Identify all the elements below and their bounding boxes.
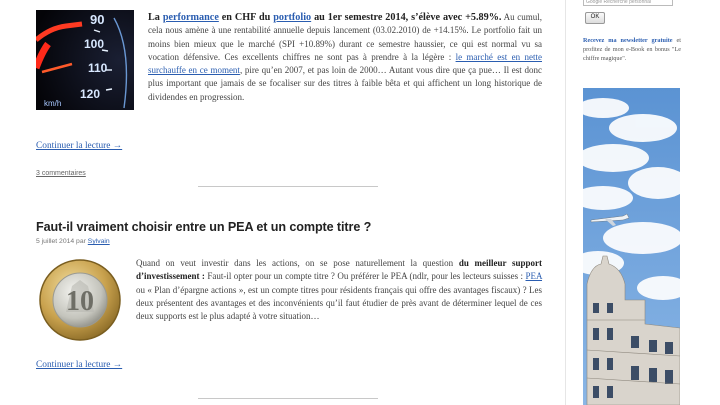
- search-input[interactable]: Google Recherche personnal: [583, 0, 673, 6]
- sidebar-ad-banner[interactable]: [583, 88, 680, 405]
- continue-reading-link[interactable]: Continuer la lecture →: [36, 360, 123, 370]
- post-meta: 5 juillet 2014 par Sylvain: [36, 238, 110, 245]
- coin-value: 10: [66, 286, 94, 317]
- sky-building-image: [583, 88, 680, 405]
- sidebar: [583, 0, 683, 405]
- speedo-label: 110: [88, 61, 108, 75]
- pea-link[interactable]: PEA: [525, 271, 543, 282]
- market-overheat-link[interactable]: le marché est en nette surchauffe en ce moment: [148, 51, 542, 76]
- bold-phrase: du meilleur support d’investissement :: [136, 258, 543, 282]
- speedo-label: 120: [80, 87, 101, 101]
- post-excerpt: La performance en CHF du portfolio au 1er semestre 2014, s’élève avec +5.89%. Au cumul, cela nous amène à une rentabilité annuelle depuis lancement (03.02.2010) de +14.15%. Le portfolio fait un moins bien mieux que le marché (SPI +10.89%) durant ce semestre haussier, ce qui est normal vu sa vocation défensive. Ces excellents chiffres ne sont pas à prendre à la légère : le marché est en nette surchauffe en ce moment, pire qu’en 2007, et pas loin de 2000… Autant vous dire que ça pue… Il est donc plus important que jamais de se focaliser sur des titres à faible bêta et qui affichent un long historique de dividendes en progression.: [148, 12, 543, 102]
- speedo-label: 90: [90, 12, 105, 27]
- continue-reading-link[interactable]: Continuer la lecture →: [36, 141, 123, 151]
- author-link[interactable]: Sylvain: [87, 238, 110, 245]
- coin-thumbnail[interactable]: [36, 256, 126, 346]
- speedo-unit: km/h: [44, 99, 62, 108]
- post-divider: [198, 398, 378, 399]
- speedometer-graphic: [36, 10, 134, 110]
- coin-graphic: [36, 256, 126, 346]
- post-title[interactable]: Faut-il vraiment choisir entre un PEA et un compte titre ?: [36, 220, 372, 234]
- performance-link[interactable]: performance: [162, 12, 219, 23]
- comments-link[interactable]: 3 commentaires: [36, 170, 86, 177]
- post-excerpt: Quand on veut investir dans les actions, on se pose naturellement la question du meilleur support d’investissement : Faut-il opter pour un compte titre ? Ou préférer le PEA (ndlr, pour les lecteurs suisses : PEA ou « Plan d’épargne actions », est un compte titres pour résidents français qui offre des avantages fiscaux) ? Les deux présentent des avantages et des inconvénients qu’il faut étudier de près avant de déterminer lequel de ces deux supports est le plus adapté à votre situation…: [136, 258, 543, 322]
- search-ok-button[interactable]: OK: [585, 12, 605, 24]
- post-divider: [198, 186, 378, 187]
- lead-sentence: La performance en CHF du portfolio au 1er semestre 2014, s’élève avec +5.89%.: [148, 12, 502, 23]
- speedo-label: 100: [84, 37, 105, 51]
- newsletter-link[interactable]: Recevez ma newsletter gratuite: [583, 37, 673, 44]
- newsletter-text: Recevez ma newsletter gratuite et profitez de mon e-Book en bonus "Le chiffre magique".: [583, 37, 681, 63]
- sidebar-border: [565, 0, 566, 405]
- portfolio-link[interactable]: portfolio: [273, 12, 312, 23]
- speedometer-thumbnail[interactable]: [36, 10, 134, 110]
